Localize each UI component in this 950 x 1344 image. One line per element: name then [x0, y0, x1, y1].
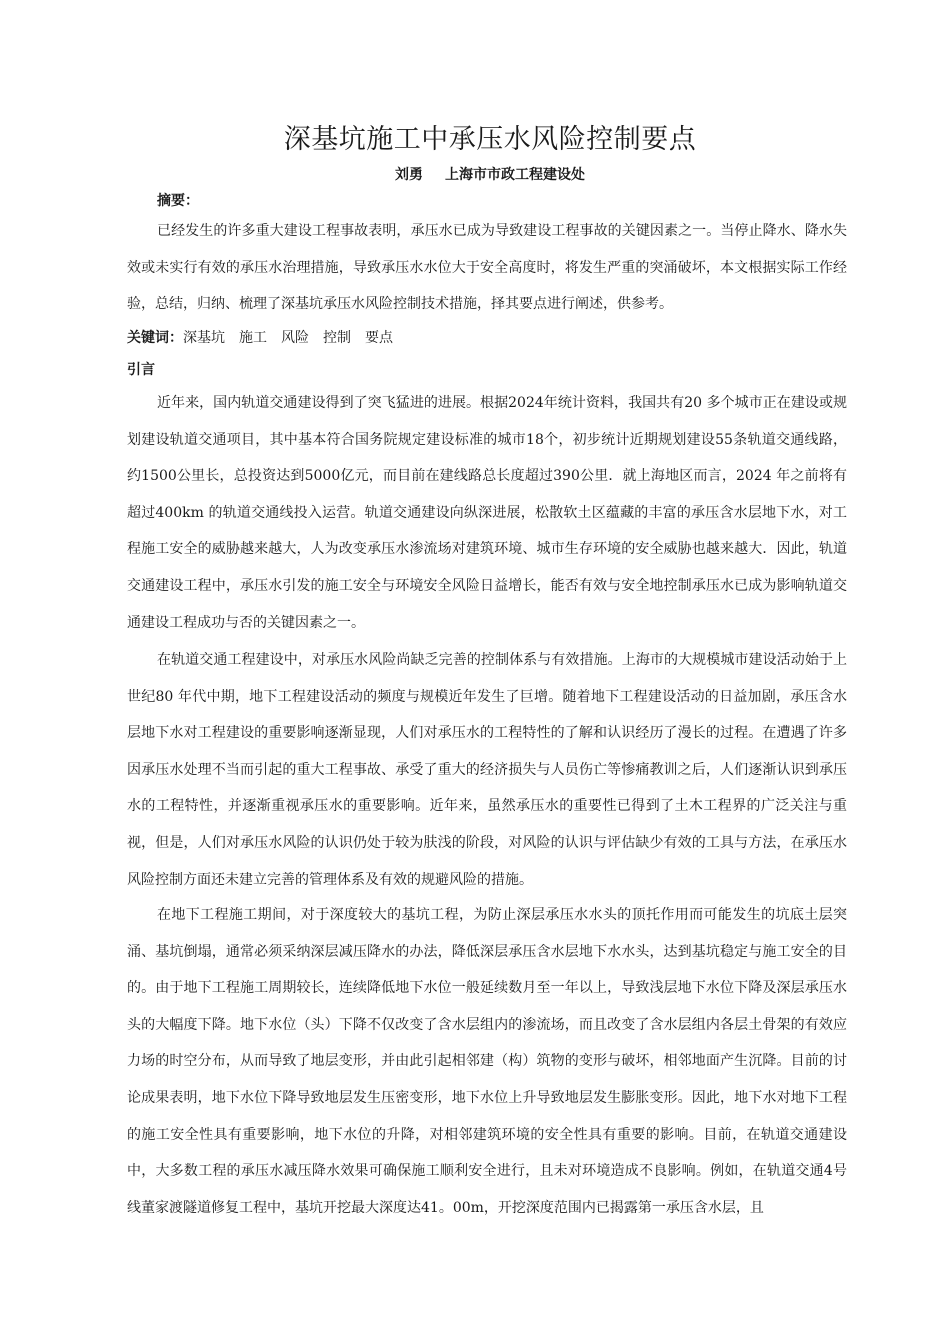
keywords-line — [127, 326, 407, 350]
document-title: 深基坑施工中承压水风险控制要点 — [283, 124, 697, 155]
keyword-item: 控制 — [323, 330, 351, 346]
author-line — [0, 164, 950, 184]
body-paragraph: 在地下工程施工期间，对于深度较大的基坑工程，为防止深层承压水水头的顶托作用而可能发生的坑底土层突涌、基坑倒塌，通常必须采纳深层减压降水的办法，降低深层承压含水层地下水水头，达到基坑稳定与施工安全的目的。由于地下工程施工周期较长，连续降低地下水位一般延续数月至一年以上，导致浅层地下水位下降及深层承压水头的大幅度下降。地下水位（头）下降不仅改变了含水层组内的渗流场，而且改变了含水层组内各层土骨架的有效应力场的时空分布，从而导致了地层变形，并由此引起相邻建（构）筑物的变形与破坏，相邻地面产生沉降。目前的讨论成果表明，地下水位下降导致地层发生压密变形，地下水位上升导致地层发生膨胀变形。因此，地下水对地下工程的施工安全性具有重要影响，地下水位的升降，对相邻建筑环境的安全性具有重要的影响。目前，在轨道交通建设中，大多数工程的承压水减压降水效果可确保施工顺利安全进行，且未对环境造成不良影响。例如，在轨道交通4号线董家渡隧道修复工程中，基坑开挖最大深度达41。00m，开挖深度范围内已揭露第一承压含水层，且 — [127, 907, 847, 1216]
keyword-item: 风险 — [281, 330, 309, 346]
keyword-item: 施工 — [239, 330, 267, 346]
abstract-label: 摘要： — [157, 193, 199, 209]
section-heading-introduction: 引言 — [127, 362, 155, 378]
abstract-text: 已经发生的许多重大建设工程事故表明，承压水已成为导致建设工程事故的关键因素之一。当停止降水、降水失效或未实行有效的承压水治理措施，导致承压水水位大于安全高度时，将发生严重的突涌破坏，本文根据实际工作经验，总结，归纳、梳理了深基坑承压水风险控制技术措施，择其要点进行阐述，供参考。 — [127, 223, 847, 313]
body-paragraph: 近年来，国内轨道交通建设得到了突飞猛进的进展。根据2024年统计资料，我国共有20 多个城市正在建设或规划建设轨道交通项目，其中基本符合国务院规定建设标准的城市18个，初步统计近期规划建设55条轨道交通线路，约1500公里长，总投资达到5000亿元，而目前在建线路总长度超过390公里．就上海地区而言，2024 年之前将有超过400km 的轨道交通线投入运营。轨道交通建设向纵深进展，松散软土区蕴藏的丰富的承压含水层地下水，对工程施工安全的威胁越来越大，人为改变承压水渗流场对建筑环境、城市生存环境的安全威胁也越来越大．因此，轨道交通建设工程中，承压水引发的施工安全与环境安全风险日益增长，能否有效与安全地控制承压水已成为影响轨道交通建设工程成功与否的关键因素之一。 — [127, 395, 847, 631]
body-paragraph: 在轨道交通工程建设中，对承压水风险尚缺乏完善的控制体系与有效措施。上海市的大规模城市建设活动始于上世纪80 年代中期，地下工程建设活动的频度与规模近年发生了巨增。随着地下工程建设活动的日益加剧，承压含水层地下水对工程建设的重要影响逐渐显现，人们对承压水的工程特性的了解和认识经历了漫长的过程。在遭遇了许多因承压水处理不当而引起的重大工程事故、承受了重大的经济损失与人员伤亡等惨痛教训之后，人们逐渐认识到承压水的工程特性，并逐渐重视承压水的重要影响。近年来，虽然承压水的重要性已得到了土木工程界的广泛关注与重视，但是，人们对承压水风险的认识仍处于较为肤浅的阶段，对风险的认识与评估缺少有效的工具与方法，在承压水风险控制方面还未建立完善的管理体系及有效的规避风险的措施。 — [127, 652, 847, 888]
author-name: 刘勇 — [395, 167, 423, 183]
keyword-item: 要点 — [365, 330, 393, 346]
keywords-label: 关键词： — [127, 330, 183, 346]
keyword-item: 深基坑 — [183, 330, 225, 346]
author-organization: 上海市市政工程建设处 — [445, 167, 585, 183]
